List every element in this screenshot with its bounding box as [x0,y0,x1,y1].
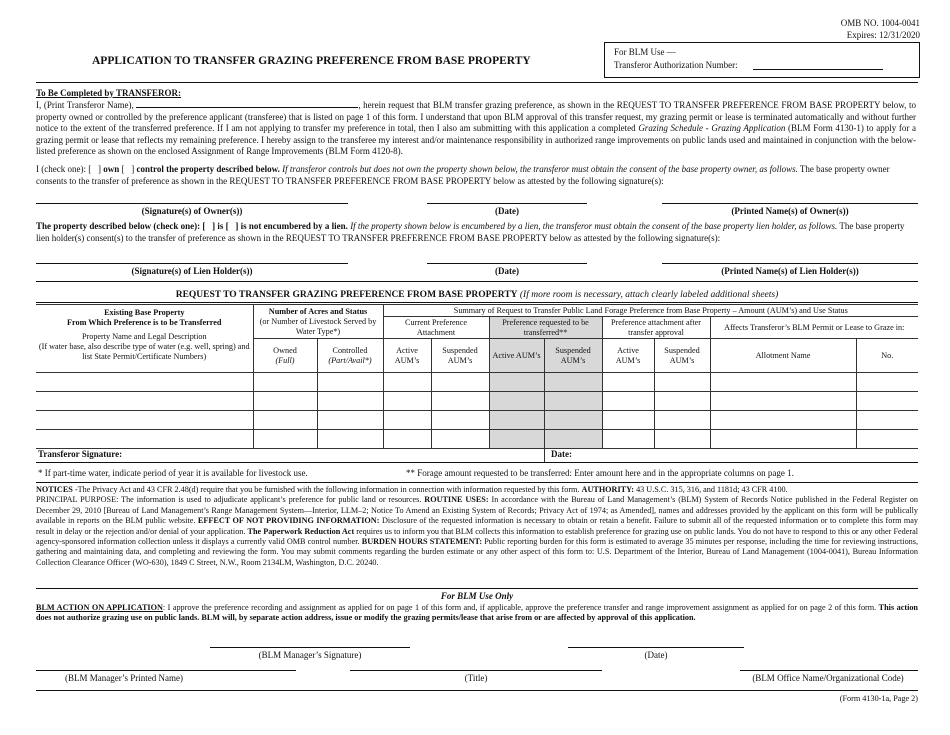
table-row [36,392,918,411]
current-active-header: Active AUM’s [383,339,431,373]
transferor-paragraph: I, (Print Transferor Name), , herein request that BLM transfer grazing preference, as shown in the REQUEST TO TRANSFER PREFERENCE FROM BASE PROPERTY below, to property owned or controlled by the preference applicant (transferee) that is listed on page 1 of this form. I understand that upon BLM approval of this transfer request, my grazing permit or lease is terminated automatically and without further notice to the extent of the transferred preference. If I am not applying to transfer my preference in total, then I also am submitting with this application a completed Grazing Schedule - Grazing Application (BLM Form 4130-1) to apply for a grazing permit or lease that reflects my remaining preference. I hereby assign to the transferee my interest and/or maintenance responsibility in authorized range improvements on public lands used and maintained in conjunction with the below-listed preference as shown on the enclosed Assignment of Range Improvements (BLM Form 4120-8). [36,100,917,156]
manager-signature-label: (BLM Manager’s Signature) [258,650,362,660]
transferor-date-label: Date: [551,449,572,459]
ownership-paragraph: I (check one): [ ] own [ ] control the property described below. If transferor controls but does not own the property shown below, the transferor must obtain the consent of the base property owner, as follows. The base property owner consents to the transfer of preference as shown in the REQUEST TO TRANSFER PREFERENCE FROM BASE PROPERTY below as attested by the following signature(s): [36,164,890,186]
owner-printed-label: (Printed Name(s) of Owner(s)) [731,206,849,216]
blm-action-paragraph: BLM ACTION ON APPLICATION: I approve the preference recording and assignment as applied for on page 1 of this form and, if applicable, approve the preference transfer and range improvement assignment as applied for on page 2 of this form. This action does not authorize grazing use on public lands. BLM will, by separate action address, issue or modify the grazing permits/lease that arise from or are affected by approval of this application. [36,603,918,623]
requested-suspended-header: Suspended AUM’s [544,339,602,373]
controlled-header: Controlled (Part/Avail*) [317,339,383,373]
form-title: APPLICATION TO TRANSFER GRAZING PREFERENCE FROM BASE PROPERTY [92,55,531,67]
lien-date-label: (Date) [495,266,519,276]
table-row [36,411,918,430]
owner-signature-label: (Signature(s) of Owner(s)) [141,206,243,216]
footnote-water: * If part-time water, indicate period of year it is available for livestock use. [38,468,308,478]
auth-label: Transferor Authorization Number: [614,60,738,70]
after-suspended-header: Suspended AUM’s [654,339,710,373]
table-row [36,430,918,449]
blm-use-only-label: For BLM Use Only [440,591,514,601]
transferor-signature-label: Transferor Signature: [38,449,123,459]
number-header: No. [856,339,918,373]
property-header: Existing Base Property From Which Preference is to be Transferred Property Name and Legal Description (If water base, also describe type of water (e.g. well, spring) and list State Permit/Certificate Numbers) [36,305,253,373]
owner-date-label: (Date) [495,206,519,216]
blm-use-label: For BLM Use — [614,47,676,57]
footnote-forage: ** Forage amount requested to be transferred: Enter amount here and in the appropriate columns on page 1. [406,468,794,478]
requested-header: Preference requested to be transferred** [489,317,602,339]
table-row [36,373,918,392]
lien-printed-label: (Printed Name(s) of Lien Holder(s)) [721,266,859,276]
acres-header: Number of Acres and Status (or Number of Livestock Served by Water Type*) [253,305,383,339]
transferor-heading: To Be Completed by TRANSFEROR: [36,88,182,98]
manager-name-label: (BLM Manager’s Printed Name) [64,673,184,683]
current-header: Current Preference Attachment [383,317,489,339]
blm-use-box [604,42,920,78]
requested-active-header: Active AUM’s [489,339,544,373]
request-table [36,304,918,449]
current-suspended-header: Suspended AUM’s [431,339,489,373]
request-title: REQUEST TO TRANSFER GRAZING PREFERENCE FROM BASE PROPERTY (If more room is necessary, attach clearly labeled additional sheets) [175,290,779,300]
notices-paragraph: NOTICES -The Privacy Act and 43 CFR 2.48(d) require that you be furnished with the following information in connection with information requested by this form. AUTHORITY: 43 U.S.C. 315, 316, and 1181d; 43 CFR 4100. PRINCIPAL PURPOSE: The information is used to adjudicate applicant’s preference for public land or resources. ROUTINE USES: In accordance with the Bureau of Land Management’s (BLM) System of Records Notice published in the Federal Register on December 29, 2010 [Bureau of Land Management’s Range Management System—Interior, LLM–2; Notice To Amend an Existing System of Records; Privacy Act of 1974; as Amended], names and addresses provided by the applicant on this form will be publically available in reports on the BLM public website. EFFECT OF NOT PROVIDING INFORMATION: Disclosure of the requested information is necessary to obtain or retain a benefit. Failure to submit all of the requested information or to complete this form may result in delay or the rejection and/or denial of your application. The Paperwork Reduction Act requires us to inform you that BLM collects this information to establish preference for grazing use on public lands. You do not have to respond to this or any other Federal agency-sponsored information collection unless it displays a currently valid OMB control number. BURDEN HOURS STATEMENT: Public reporting burden for this form is estimated to average 35 minutes per response, including the time for reviewing instructions, gathering and maintaining data, and completing and reviewing the form. You may submit comments regarding the burden estimate or any other aspect of this form to: U.S. Department of the Interior, Bureau of Land Management (1004-0041), Bureau Information Collection Clearance Officer (WO-630), 1849 C Street, N.W., Room 2134LM, Washington, D.C. 20240. [36,485,919,567]
lien-paragraph: The property described below (check one): [ ] is [ ] is not encumbered by a lien. If the property shown below is encumbered by a lien, the transferor must obtain the consent of the base property lien holder, as follows. The base property lien holder(s) consent(s) to the transfer of preference as shown in the REQUEST TO TRANSFER PREFERENCE FROM BASE PROPERTY below as attested by the following signature(s): [36,221,905,243]
omb-number: OMB NO. 1004-0041 Expires: 12/31/2020 [840,18,920,40]
blm-office-label: (BLM Office Name/Organizational Code) [752,673,904,683]
summary-header: Summary of Request to Transfer Public Land Forage Preference from Base Property – Amount (AUM’s) and Use Status [383,305,918,317]
lien-signature-label: (Signature(s) of Lien Holder(s)) [131,266,253,276]
form-number: (Form 4130-1a, Page 2) [839,694,918,703]
blm-title-label: (Title) [464,673,488,683]
owned-header: Owned (Full) [253,339,317,373]
auth-number-field[interactable] [753,69,883,70]
after-active-header: Active AUM’s [602,339,654,373]
allotment-header: Allotment Name [710,339,856,373]
affects-header: Affects Transferor’s BLM Permit or Lease to Graze in: [710,317,918,339]
blm-date-label: (Date) [644,650,668,660]
after-header: Preference attachment after transfer approval [602,317,710,339]
transferor-name-field[interactable] [136,107,358,108]
